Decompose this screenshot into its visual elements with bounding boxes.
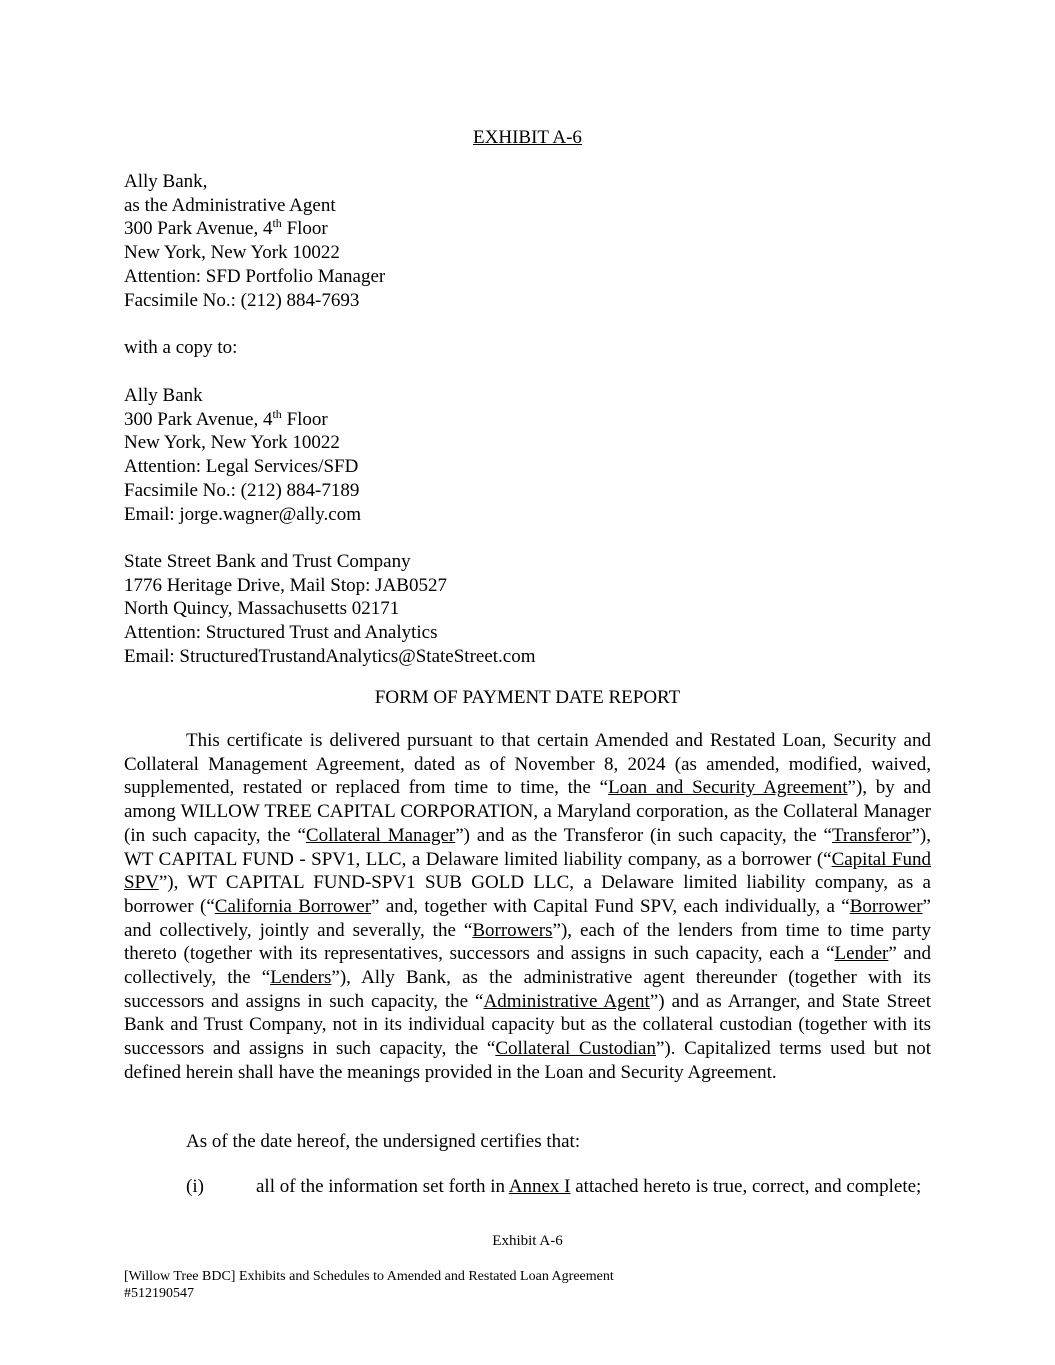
recipient-name: Ally Bank, <box>124 171 208 192</box>
defined-term: Collateral Custodian <box>495 1038 656 1060</box>
recipient-email: Email: jorge.wagner@ally.com <box>124 503 361 525</box>
defined-term: Borrowers <box>472 919 553 941</box>
defined-term: Transferor <box>831 824 912 846</box>
exhibit-title: EXHIBIT A-6 <box>473 127 582 148</box>
footer-doc-title: [Willow Tree BDC] Exhibits and Schedules to Amended and Restated Loan Agreement <box>124 1269 614 1284</box>
recipient-city: New York, New York 10022 <box>124 242 340 264</box>
certification-item-i: (i) all of the information set forth in Annex I attached hereto is true, correct, and complete; <box>124 1175 931 1199</box>
defined-term: Lender <box>834 943 889 965</box>
certificate-paragraph: This certificate is delivered pursuant to that certain Amended and Restated Loan, Security and Collateral Management Agreement, dated as of November 8, 2024 (as amended, modified, waived, supplemented, restated or replaced from time to time, the “Loan and Security Agreement”), by and among WILLOW TREE CAPITAL CORPORATION, a Maryland corporation, as the Collateral Manager (in such capacity, the “Collateral Manager”) and as the Transferor (in such capacity, the “Transferor”), WT CAPITAL FUND - SPV1, LLC, a Delaware limited liability company, as a borrower (“Capital Fund SPV”), WT CAPITAL FUND-SPV1 SUB GOLD LLC, a Delaware limited liability company, as a borrower (“California Borrower” and, together with Capital Fund SPV, each individually, a “Borrower” and collectively, jointly and severally, the “Borrowers”), each of the lenders from time to time party thereto (together with its representatives, successors and assigns in such capacity, each a “Lender” and collectively, the “Lenders”), Ally Bank, as the administrative agent thereunder (together with its successors and assigns in such capacity, the “Administrative Agent”) and as Arranger, and State Street Bank and Trust Company, not in its individual capacity but as the collateral custodian (together with its successors and assigns in such capacity, the “Collateral Custodian”). Capitalized terms used but not defined herein shall have the meanings provided in the Loan and Security Agreement. <box>124 730 932 1083</box>
recipient-role: as the Administrative Agent <box>124 194 336 216</box>
defined-term: Loan and Security Agreement <box>608 777 848 799</box>
defined-term: Borrower <box>849 895 923 917</box>
recipient-administrative-agent <box>124 170 944 312</box>
recipient-address: 1776 Heritage Drive, Mail Stop: JAB0527 <box>124 574 447 596</box>
recipient-email: Email: StructuredTrustandAnalytics@StateStreet.com <box>124 645 536 667</box>
recipient-address: 300 Park Avenue, 4th Floor <box>124 406 328 430</box>
recipient-attention: Attention: Legal Services/SFD <box>124 456 359 478</box>
item-number: (i) <box>186 1176 204 1197</box>
recipient-legal <box>124 384 944 526</box>
recipient-collateral-custodian <box>124 550 944 669</box>
page-footer-exhibit: Exhibit A-6 <box>492 1233 563 1249</box>
recipient-attention: Attention: Structured Trust and Analytics <box>124 622 438 644</box>
defined-term: Lenders <box>270 967 332 989</box>
recipient-city: New York, New York 10022 <box>124 432 340 454</box>
document-footer <box>124 1268 614 1302</box>
footer-doc-number: #512190547 <box>124 1286 194 1301</box>
recipient-name: Ally Bank <box>124 385 203 406</box>
defined-term: Annex I <box>508 1176 571 1197</box>
defined-term: Capital Fund SPV <box>124 848 931 894</box>
recipient-fax: Facsimile No.: (212) 884-7189 <box>124 479 360 501</box>
recipient-name: State Street Bank and Trust Company <box>124 551 411 572</box>
form-title: FORM OF PAYMENT DATE REPORT <box>374 687 681 708</box>
certification-intro: As of the date hereof, the undersigned certifies that: <box>186 1131 581 1152</box>
recipient-fax: Facsimile No.: (212) 884-7693 <box>124 289 360 311</box>
copy-to-label: with a copy to: <box>124 337 238 358</box>
recipient-city: North Quincy, Massachusetts 02171 <box>124 598 400 620</box>
defined-term: California Borrower <box>214 895 372 917</box>
recipient-address: 300 Park Avenue, 4th Floor <box>124 216 328 240</box>
defined-term: Administrative Agent <box>483 990 650 1012</box>
recipient-attention: Attention: SFD Portfolio Manager <box>124 265 386 287</box>
defined-term: Collateral Manager <box>305 824 456 846</box>
